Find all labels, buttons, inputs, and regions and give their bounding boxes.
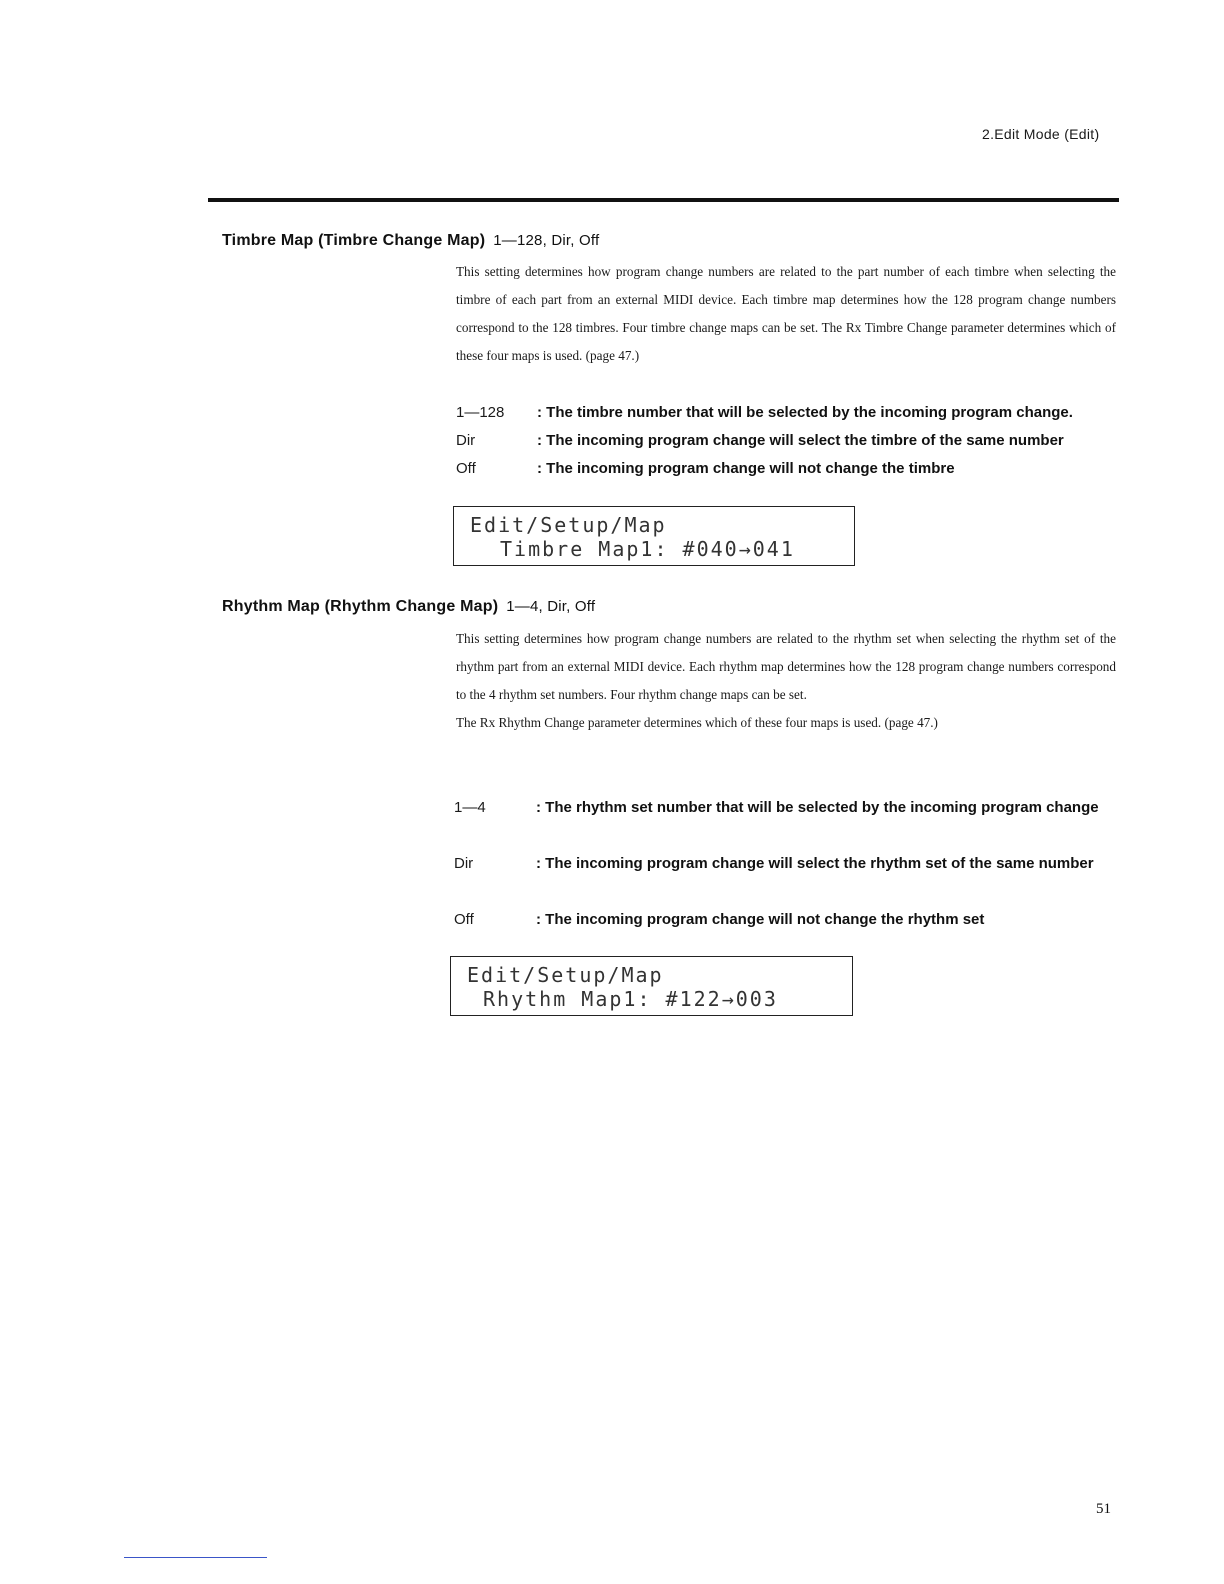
lcd-line-1: Edit/Setup/Map (467, 963, 664, 987)
rhythm-option-row (454, 794, 1114, 850)
rhythm-option-desc: : The rhythm set number that will be selected by the incoming program change (536, 799, 1099, 816)
timbre-option-key: 1—128 (456, 404, 505, 421)
rhythm-map-title: Rhythm Map (Rhythm Change Map) (222, 598, 499, 615)
rhythm-map-lcd-display (450, 956, 853, 1016)
rhythm-map-description-text-2: The Rx Rhythm Change parameter determines which of these four maps is used. (page 47.) (456, 715, 938, 730)
rhythm-option-desc: : The incoming program change will not change the rhythm set (536, 911, 985, 928)
header-rule (208, 198, 1119, 202)
rhythm-option-key: Off (454, 911, 474, 928)
page-number: 51 (1096, 1501, 1111, 1517)
rhythm-map-heading (222, 598, 595, 616)
rhythm-map-description-text: This setting determines how program change numbers are related to the rhythm set when selecting the rhythm set of the rhythm part from an external MIDI device. Each rhythm map determines how the 128 program change numbers correspond to the 4 rhythm set numbers. Four rhythm change maps can be set. (456, 631, 1116, 702)
footer-underline (124, 1557, 267, 1558)
timbre-option-desc: : The timbre number that will be selected by the incoming program change. (537, 404, 1073, 421)
timbre-map-lcd-display (453, 506, 855, 566)
timbre-map-range: 1—128, Dir, Off (493, 232, 600, 249)
rhythm-map-description (456, 625, 1116, 737)
lcd-line-2: Rhythm Map1: #122→003 (483, 987, 778, 1011)
timbre-option-row (456, 455, 1120, 482)
rhythm-map-range: 1—4, Dir, Off (506, 598, 596, 615)
rhythm-option-key: 1—4 (454, 799, 486, 816)
timbre-option-desc: : The incoming program change will select the timbre of the same number (537, 432, 1064, 449)
rhythm-option-desc: : The incoming program change will select the rhythm set of the same number (536, 855, 1094, 872)
timbre-option-desc: : The incoming program change will not change the timbre (537, 460, 955, 477)
timbre-option-key: Dir (456, 432, 476, 449)
rhythm-option-row (454, 906, 1114, 933)
timbre-map-description (456, 258, 1116, 370)
timbre-map-description-text: This setting determines how program change numbers are related to the part number of each timbre when selecting the timbre of each part from an external MIDI device. Each timbre map determines how the 128 program change numbers correspond to the 128 timbres. Four timbre change maps can be set. The Rx Timbre Change parameter determines which of these four maps is used. (page 47.) (456, 264, 1116, 363)
lcd-line-2: Timbre Map1: #040→041 (500, 537, 795, 561)
timbre-option-row (456, 427, 1120, 454)
lcd-line-1: Edit/Setup/Map (470, 513, 667, 537)
rhythm-option-key: Dir (454, 855, 474, 872)
running-header: 2.Edit Mode (Edit) (982, 126, 1100, 142)
timbre-option-row (456, 399, 1120, 426)
rhythm-option-row (454, 850, 1114, 906)
timbre-option-key: Off (456, 460, 476, 477)
timbre-map-title: Timbre Map (Timbre Change Map) (222, 232, 486, 249)
timbre-map-heading (222, 232, 599, 250)
